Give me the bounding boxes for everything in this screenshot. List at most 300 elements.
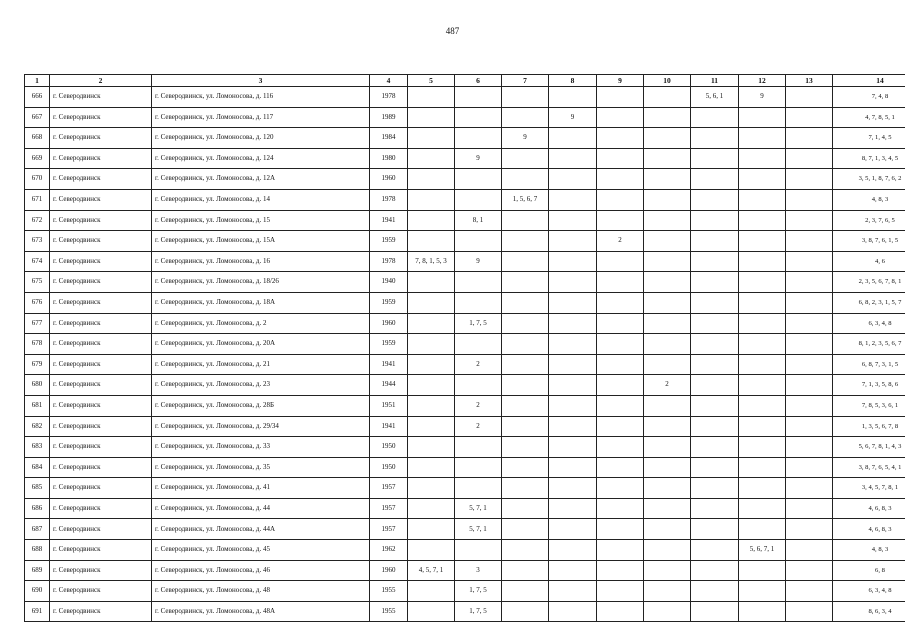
table-cell-col-3: г. Северодвинск, ул. Ломоносова, д. 48А <box>152 601 370 622</box>
table-cell-col-8 <box>549 148 597 169</box>
table-cell-col-11 <box>691 540 739 561</box>
table-cell-col-7 <box>502 560 549 581</box>
table-cell-col-3: г. Северодвинск, ул. Ломоносова, д. 2 <box>152 313 370 334</box>
table-cell-col-14: 7, 1, 4, 5 <box>833 128 905 149</box>
table-cell-col-1: 684 <box>25 457 50 478</box>
table-cell-col-11 <box>691 128 739 149</box>
table-cell-col-7 <box>502 601 549 622</box>
table-cell-col-14: 4, 8, 3 <box>833 540 905 561</box>
table-row <box>25 416 905 437</box>
table-cell-col-3: г. Северодвинск, ул. Ломоносова, д. 15А <box>152 231 370 252</box>
table-row <box>25 272 905 293</box>
table-cell-col-11 <box>691 395 739 416</box>
table-cell-col-1: 675 <box>25 272 50 293</box>
table-cell-col-6 <box>455 540 502 561</box>
table-cell-col-10 <box>644 148 691 169</box>
table-cell-col-3: г. Северодвинск, ул. Ломоносова, д. 41 <box>152 478 370 499</box>
table-cell-col-1: 673 <box>25 231 50 252</box>
table-cell-col-9 <box>597 292 644 313</box>
table-cell-col-10 <box>644 334 691 355</box>
table-cell-col-10 <box>644 416 691 437</box>
table-cell-col-9 <box>597 601 644 622</box>
table-cell-col-7 <box>502 375 549 396</box>
table-cell-col-10 <box>644 251 691 272</box>
table-cell-col-4: 1941 <box>370 354 408 375</box>
table-cell-col-6 <box>455 107 502 128</box>
table-cell-col-6: 9 <box>455 251 502 272</box>
column-header-11: 11 <box>691 75 739 87</box>
table-cell-col-4: 1962 <box>370 540 408 561</box>
table-cell-col-14: 4, 6 <box>833 251 905 272</box>
table-cell-col-9 <box>597 87 644 108</box>
table-cell-col-14: 7, 4, 8 <box>833 87 905 108</box>
table-cell-col-6: 2 <box>455 354 502 375</box>
table-cell-col-1: 687 <box>25 519 50 540</box>
table-row <box>25 375 905 396</box>
table-cell-col-9 <box>597 272 644 293</box>
table-cell-col-4: 1980 <box>370 148 408 169</box>
table-cell-col-11 <box>691 437 739 458</box>
table-row <box>25 498 905 519</box>
table-row <box>25 210 905 231</box>
table-row <box>25 231 905 252</box>
table-cell-col-11 <box>691 601 739 622</box>
table-row <box>25 519 905 540</box>
table-cell-col-5: 4, 5, 7, 1 <box>408 560 455 581</box>
table-cell-col-11 <box>691 478 739 499</box>
column-header-12: 12 <box>739 75 786 87</box>
table-cell-col-14: 2, 3, 7, 6, 5 <box>833 210 905 231</box>
table-cell-col-8 <box>549 519 597 540</box>
table-cell-col-4: 1984 <box>370 128 408 149</box>
table-row <box>25 334 905 355</box>
table-cell-col-11 <box>691 457 739 478</box>
table-cell-col-1: 685 <box>25 478 50 499</box>
table-cell-col-11 <box>691 560 739 581</box>
table-cell-col-6 <box>455 292 502 313</box>
table-cell-col-3: г. Северодвинск, ул. Ломоносова, д. 18/26 <box>152 272 370 293</box>
table-cell-col-2: г. Северодвинск <box>50 457 152 478</box>
table-cell-col-14: 4, 6, 8, 3 <box>833 519 905 540</box>
table-cell-col-7: 1, 5, 6, 7 <box>502 189 549 210</box>
table-cell-col-10 <box>644 498 691 519</box>
table-cell-col-10 <box>644 87 691 108</box>
table-cell-col-11 <box>691 334 739 355</box>
table-cell-col-2: г. Северодвинск <box>50 354 152 375</box>
table-cell-col-4: 1957 <box>370 478 408 499</box>
column-header-10: 10 <box>644 75 691 87</box>
table-cell-col-13 <box>786 334 833 355</box>
table-cell-col-5 <box>408 87 455 108</box>
table-cell-col-14: 6, 8, 7, 3, 1, 5 <box>833 354 905 375</box>
table-cell-col-14: 6, 3, 4, 8 <box>833 581 905 602</box>
table-cell-col-3: г. Северодвинск, ул. Ломоносова, д. 48 <box>152 581 370 602</box>
table-cell-col-14: 4, 8, 3 <box>833 189 905 210</box>
table-cell-col-1: 683 <box>25 437 50 458</box>
table-cell-col-8 <box>549 189 597 210</box>
table-cell-col-14: 6, 8 <box>833 560 905 581</box>
table-cell-col-7 <box>502 519 549 540</box>
table-cell-col-8 <box>549 251 597 272</box>
table-cell-col-13 <box>786 292 833 313</box>
table-cell-col-13 <box>786 581 833 602</box>
table-cell-col-7 <box>502 251 549 272</box>
table-cell-col-1: 671 <box>25 189 50 210</box>
table-cell-col-3: г. Северодвинск, ул. Ломоносова, д. 117 <box>152 107 370 128</box>
table-cell-col-14: 1, 3, 5, 6, 7, 8 <box>833 416 905 437</box>
table-cell-col-5 <box>408 210 455 231</box>
table-cell-col-4: 1978 <box>370 251 408 272</box>
table-cell-col-13 <box>786 498 833 519</box>
column-header-14: 14 <box>833 75 905 87</box>
table-cell-col-10 <box>644 457 691 478</box>
table-cell-col-13 <box>786 189 833 210</box>
table-cell-col-6: 5, 7, 1 <box>455 519 502 540</box>
table-cell-col-4: 1959 <box>370 292 408 313</box>
table-cell-col-6 <box>455 169 502 190</box>
table-cell-col-2: г. Северодвинск <box>50 107 152 128</box>
table-cell-col-1: 676 <box>25 292 50 313</box>
table-cell-col-9 <box>597 107 644 128</box>
table-cell-col-4: 1957 <box>370 498 408 519</box>
table-cell-col-9 <box>597 437 644 458</box>
table-cell-col-6: 9 <box>455 148 502 169</box>
table-cell-col-10 <box>644 437 691 458</box>
table-cell-col-9 <box>597 334 644 355</box>
table-cell-col-12 <box>739 437 786 458</box>
table-cell-col-7 <box>502 457 549 478</box>
table-cell-col-8 <box>549 313 597 334</box>
column-header-9: 9 <box>597 75 644 87</box>
table-cell-col-7 <box>502 87 549 108</box>
table-cell-col-5 <box>408 478 455 499</box>
table-cell-col-1: 666 <box>25 87 50 108</box>
table-cell-col-8 <box>549 354 597 375</box>
table-cell-col-13 <box>786 519 833 540</box>
table-cell-col-1: 670 <box>25 169 50 190</box>
table-cell-col-9 <box>597 189 644 210</box>
table-row <box>25 354 905 375</box>
table-cell-col-2: г. Северодвинск <box>50 231 152 252</box>
table-cell-col-10 <box>644 169 691 190</box>
table-cell-col-4: 1957 <box>370 519 408 540</box>
table-cell-col-3: г. Северодвинск, ул. Ломоносова, д. 23 <box>152 375 370 396</box>
table-cell-col-14: 4, 6, 8, 3 <box>833 498 905 519</box>
table-cell-col-13 <box>786 251 833 272</box>
table-cell-col-2: г. Северодвинск <box>50 540 152 561</box>
table-cell-col-11 <box>691 107 739 128</box>
table-cell-col-3: г. Северодвинск, ул. Ломоносова, д. 15 <box>152 210 370 231</box>
table-cell-col-3: г. Северодвинск, ул. Ломоносова, д. 18А <box>152 292 370 313</box>
table-cell-col-1: 691 <box>25 601 50 622</box>
column-header-1: 1 <box>25 75 50 87</box>
table-cell-col-8 <box>549 437 597 458</box>
table-cell-col-14: 3, 4, 5, 7, 8, 1 <box>833 478 905 499</box>
table-cell-col-1: 680 <box>25 375 50 396</box>
table-cell-col-7 <box>502 540 549 561</box>
table-cell-col-9 <box>597 395 644 416</box>
table-cell-col-2: г. Северодвинск <box>50 519 152 540</box>
table-cell-col-8 <box>549 292 597 313</box>
table-cell-col-3: г. Северодвинск, ул. Ломоносова, д. 44А <box>152 519 370 540</box>
table-cell-col-14: 7, 1, 3, 5, 8, 6 <box>833 375 905 396</box>
table-cell-col-2: г. Северодвинск <box>50 210 152 231</box>
table-cell-col-2: г. Северодвинск <box>50 395 152 416</box>
table-cell-col-1: 689 <box>25 560 50 581</box>
table-cell-col-4: 1989 <box>370 107 408 128</box>
table-cell-col-9 <box>597 313 644 334</box>
table-cell-col-3: г. Северодвинск, ул. Ломоносова, д. 124 <box>152 148 370 169</box>
table-cell-col-11 <box>691 519 739 540</box>
table-cell-col-9: 2 <box>597 231 644 252</box>
table-cell-col-3: г. Северодвинск, ул. Ломоносова, д. 44 <box>152 498 370 519</box>
table-cell-col-11 <box>691 581 739 602</box>
table-cell-col-5 <box>408 581 455 602</box>
table-cell-col-7 <box>502 354 549 375</box>
table-cell-col-13 <box>786 437 833 458</box>
table-cell-col-9 <box>597 457 644 478</box>
table-cell-col-4: 1960 <box>370 169 408 190</box>
table-cell-col-14: 3, 8, 7, 6, 5, 4, 1 <box>833 457 905 478</box>
table-cell-col-12 <box>739 498 786 519</box>
table-cell-col-6: 2 <box>455 416 502 437</box>
table-cell-col-2: г. Северодвинск <box>50 334 152 355</box>
table-cell-col-1: 690 <box>25 581 50 602</box>
table-cell-col-12 <box>739 560 786 581</box>
table-row <box>25 169 905 190</box>
table-cell-col-8 <box>549 231 597 252</box>
table-cell-col-2: г. Северодвинск <box>50 581 152 602</box>
table-cell-col-5 <box>408 395 455 416</box>
table-cell-col-11 <box>691 148 739 169</box>
table-cell-col-13 <box>786 601 833 622</box>
table-cell-col-5 <box>408 457 455 478</box>
table-cell-col-13 <box>786 169 833 190</box>
table-cell-col-12 <box>739 313 786 334</box>
table-cell-col-8 <box>549 540 597 561</box>
table-cell-col-9 <box>597 540 644 561</box>
table-cell-col-8 <box>549 581 597 602</box>
table-cell-col-9 <box>597 375 644 396</box>
table-cell-col-3: г. Северодвинск, ул. Ломоносова, д. 46 <box>152 560 370 581</box>
table-cell-col-12 <box>739 395 786 416</box>
table-cell-col-10 <box>644 313 691 334</box>
table-cell-col-11 <box>691 416 739 437</box>
table-cell-col-1: 678 <box>25 334 50 355</box>
table-cell-col-10 <box>644 395 691 416</box>
table-cell-col-4: 1941 <box>370 210 408 231</box>
table-cell-col-1: 667 <box>25 107 50 128</box>
table-cell-col-1: 668 <box>25 128 50 149</box>
table-cell-col-9 <box>597 128 644 149</box>
table-cell-col-2: г. Северодвинск <box>50 560 152 581</box>
table-cell-col-4: 1951 <box>370 395 408 416</box>
table-cell-col-7 <box>502 395 549 416</box>
table-cell-col-13 <box>786 107 833 128</box>
table-cell-col-14: 8, 1, 2, 3, 5, 6, 7 <box>833 334 905 355</box>
table-row <box>25 251 905 272</box>
table-cell-col-11 <box>691 189 739 210</box>
table-cell-col-11 <box>691 251 739 272</box>
table-cell-col-12 <box>739 334 786 355</box>
table-cell-col-9 <box>597 416 644 437</box>
table-cell-col-8 <box>549 416 597 437</box>
table-cell-col-7 <box>502 292 549 313</box>
table-row <box>25 107 905 128</box>
table-cell-col-10: 2 <box>644 375 691 396</box>
table-cell-col-3: г. Северодвинск, ул. Ломоносова, д. 45 <box>152 540 370 561</box>
table-cell-col-4: 1955 <box>370 601 408 622</box>
table-cell-col-12 <box>739 375 786 396</box>
table-cell-col-7 <box>502 334 549 355</box>
table-cell-col-10 <box>644 601 691 622</box>
table-cell-col-12: 5, 6, 7, 1 <box>739 540 786 561</box>
table-cell-col-10 <box>644 292 691 313</box>
table-cell-col-2: г. Северодвинск <box>50 437 152 458</box>
table-cell-col-2: г. Северодвинск <box>50 251 152 272</box>
table-cell-col-12 <box>739 457 786 478</box>
table-cell-col-1: 681 <box>25 395 50 416</box>
table-cell-col-5 <box>408 601 455 622</box>
table-cell-col-7 <box>502 313 549 334</box>
table-cell-col-10 <box>644 354 691 375</box>
table-cell-col-7 <box>502 581 549 602</box>
table-cell-col-9 <box>597 519 644 540</box>
table-row <box>25 292 905 313</box>
table-cell-col-4: 1940 <box>370 272 408 293</box>
table-cell-col-5 <box>408 334 455 355</box>
table-cell-col-4: 1955 <box>370 581 408 602</box>
table-row <box>25 560 905 581</box>
table-cell-col-5 <box>408 498 455 519</box>
table-cell-col-7 <box>502 437 549 458</box>
table-cell-col-8 <box>549 272 597 293</box>
table-cell-col-14: 8, 7, 1, 3, 4, 5 <box>833 148 905 169</box>
table-cell-col-8 <box>549 169 597 190</box>
table-cell-col-2: г. Северодвинск <box>50 375 152 396</box>
table-cell-col-4: 1944 <box>370 375 408 396</box>
table-cell-col-13 <box>786 375 833 396</box>
table-cell-col-5 <box>408 313 455 334</box>
column-header-4: 4 <box>370 75 408 87</box>
table-cell-col-8 <box>549 375 597 396</box>
table-cell-col-10 <box>644 210 691 231</box>
table-cell-col-6 <box>455 457 502 478</box>
table-cell-col-9 <box>597 210 644 231</box>
table-cell-col-12 <box>739 354 786 375</box>
table-cell-col-7: 9 <box>502 128 549 149</box>
table-cell-col-11 <box>691 498 739 519</box>
table-cell-col-14: 4, 7, 8, 5, 1 <box>833 107 905 128</box>
table-row <box>25 128 905 149</box>
table-cell-col-9 <box>597 498 644 519</box>
table-cell-col-13 <box>786 457 833 478</box>
table-cell-col-14: 8, 6, 3, 4 <box>833 601 905 622</box>
table-cell-col-7 <box>502 478 549 499</box>
table-cell-col-8 <box>549 395 597 416</box>
table-cell-col-6 <box>455 437 502 458</box>
table-cell-col-11 <box>691 210 739 231</box>
table-cell-col-6 <box>455 478 502 499</box>
table-cell-col-12 <box>739 189 786 210</box>
table-cell-col-3: г. Северодвинск, ул. Ломоносова, д. 33 <box>152 437 370 458</box>
table-cell-col-8: 9 <box>549 107 597 128</box>
table-cell-col-10 <box>644 189 691 210</box>
table-cell-col-2: г. Северодвинск <box>50 272 152 293</box>
table-cell-col-7 <box>502 107 549 128</box>
column-header-8: 8 <box>549 75 597 87</box>
table-cell-col-2: г. Северодвинск <box>50 498 152 519</box>
table-cell-col-2: г. Северодвинск <box>50 169 152 190</box>
table-cell-col-11 <box>691 354 739 375</box>
table-cell-col-6: 2 <box>455 395 502 416</box>
table-cell-col-5 <box>408 128 455 149</box>
housing-table <box>24 74 905 622</box>
table-cell-col-13 <box>786 416 833 437</box>
table-cell-col-12 <box>739 231 786 252</box>
table-row <box>25 148 905 169</box>
table-cell-col-13 <box>786 148 833 169</box>
table-cell-col-9 <box>597 148 644 169</box>
table-cell-col-2: г. Северодвинск <box>50 416 152 437</box>
table-cell-col-14: 7, 8, 5, 3, 6, 1 <box>833 395 905 416</box>
table-cell-col-6 <box>455 189 502 210</box>
table-cell-col-7 <box>502 210 549 231</box>
table-row <box>25 189 905 210</box>
table-row <box>25 478 905 499</box>
table-cell-col-14: 6, 8, 2, 3, 1, 5, 7 <box>833 292 905 313</box>
table-cell-col-10 <box>644 231 691 252</box>
table-cell-col-5: 7, 8, 1, 5, 3 <box>408 251 455 272</box>
table-cell-col-11 <box>691 313 739 334</box>
table-cell-col-1: 677 <box>25 313 50 334</box>
table-cell-col-12 <box>739 148 786 169</box>
table-cell-col-9 <box>597 169 644 190</box>
table-cell-col-10 <box>644 540 691 561</box>
table-cell-col-6 <box>455 334 502 355</box>
table-cell-col-3: г. Северодвинск, ул. Ломоносова, д. 20А <box>152 334 370 355</box>
table-cell-col-2: г. Северодвинск <box>50 313 152 334</box>
table-cell-col-5 <box>408 354 455 375</box>
table-cell-col-13 <box>786 87 833 108</box>
table-row <box>25 601 905 622</box>
table-cell-col-12 <box>739 272 786 293</box>
table-cell-col-5 <box>408 437 455 458</box>
table-cell-col-13 <box>786 272 833 293</box>
table-cell-col-7 <box>502 416 549 437</box>
table-cell-col-8 <box>549 128 597 149</box>
table-cell-col-2: г. Северодвинск <box>50 601 152 622</box>
table-cell-col-9 <box>597 251 644 272</box>
table-row <box>25 540 905 561</box>
table-cell-col-2: г. Северодвинск <box>50 189 152 210</box>
table-cell-col-4: 1950 <box>370 457 408 478</box>
table-cell-col-12 <box>739 292 786 313</box>
table-cell-col-5 <box>408 148 455 169</box>
table-cell-col-5 <box>408 107 455 128</box>
table-cell-col-5 <box>408 519 455 540</box>
table-cell-col-6: 1, 7, 5 <box>455 581 502 602</box>
table-cell-col-1: 674 <box>25 251 50 272</box>
table-cell-col-8 <box>549 210 597 231</box>
table-cell-col-4: 1950 <box>370 437 408 458</box>
table-cell-col-6: 1, 7, 5 <box>455 313 502 334</box>
table-cell-col-4: 1978 <box>370 87 408 108</box>
column-header-7: 7 <box>502 75 549 87</box>
table-cell-col-12 <box>739 601 786 622</box>
table-cell-col-11 <box>691 169 739 190</box>
table-cell-col-14: 6, 3, 4, 8 <box>833 313 905 334</box>
